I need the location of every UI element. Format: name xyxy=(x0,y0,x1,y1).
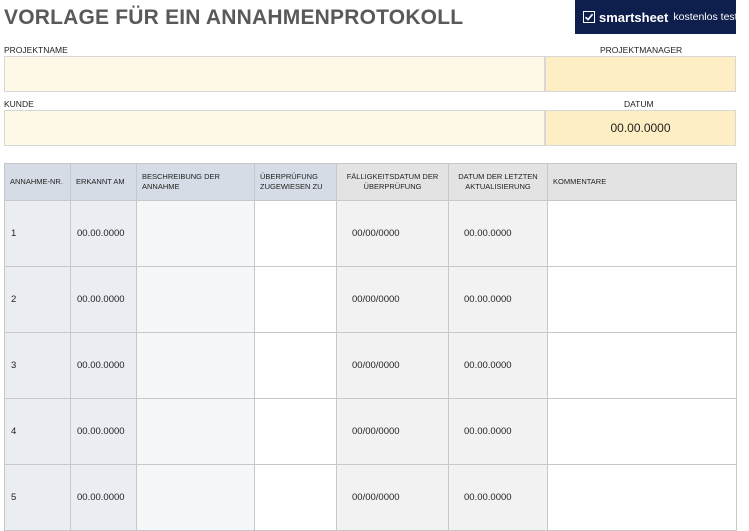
project-manager-label: PROJEKTMANAGER xyxy=(600,45,683,55)
date-label: DATUM xyxy=(624,99,654,109)
customer-label: KUNDE xyxy=(4,99,34,109)
date-field[interactable] xyxy=(545,110,736,146)
cell-updated[interactable]: 00.00.0000 xyxy=(449,333,548,399)
cell-assigned[interactable] xyxy=(255,267,337,333)
customer-field[interactable] xyxy=(4,110,545,146)
cell-description[interactable] xyxy=(137,267,255,333)
cell-nr[interactable]: 2 xyxy=(5,267,71,333)
project-name-field[interactable] xyxy=(4,56,545,92)
cell-assigned[interactable] xyxy=(255,399,337,465)
smartsheet-trial-banner[interactable] xyxy=(575,0,749,34)
cell-assigned[interactable] xyxy=(255,201,337,267)
cell-assigned[interactable] xyxy=(255,465,337,531)
cell-due[interactable]: 00/00/0000 xyxy=(337,267,449,333)
cell-identified[interactable]: 00.00.0000 xyxy=(71,201,137,267)
table-row xyxy=(5,333,737,399)
cell-nr[interactable]: 4 xyxy=(5,399,71,465)
cell-due[interactable]: 00/00/0000 xyxy=(337,201,449,267)
project-name-label: PROJEKTNAME xyxy=(4,45,68,55)
cell-comments[interactable] xyxy=(548,333,737,399)
date-value: 00.00.0000 xyxy=(610,121,671,135)
cell-comments[interactable] xyxy=(548,465,737,531)
brand-name: smartsheet xyxy=(599,9,669,25)
header-identified-on: ERKANNT AM xyxy=(71,164,137,201)
header-due-date: FÄLLIGKEITSDATUM DER ÜBERPRÜFUNG xyxy=(337,164,449,201)
header-assigned-to: ÜBERPRÜFUNG ZUGEWIESEN ZU xyxy=(255,164,337,201)
table-row xyxy=(5,267,737,333)
cell-updated[interactable]: 00.00.0000 xyxy=(449,267,548,333)
cell-updated[interactable]: 00.00.0000 xyxy=(449,201,548,267)
cell-updated[interactable]: 00.00.0000 xyxy=(449,465,548,531)
table-row xyxy=(5,465,737,531)
table-row xyxy=(5,201,737,267)
header-assumption-nr: ANNAHME-NR. xyxy=(5,164,71,201)
cell-identified[interactable]: 00.00.0000 xyxy=(71,465,137,531)
cell-identified[interactable]: 00.00.0000 xyxy=(71,267,137,333)
cell-description[interactable] xyxy=(137,333,255,399)
cell-due[interactable]: 00/00/0000 xyxy=(337,399,449,465)
header-comments: KOMMENTARE xyxy=(548,164,737,201)
cell-nr[interactable]: 1 xyxy=(5,201,71,267)
cell-assigned[interactable] xyxy=(255,333,337,399)
trial-link[interactable]: kostenlos testen xyxy=(673,11,749,23)
cell-due[interactable]: 00/00/0000 xyxy=(337,465,449,531)
table-row xyxy=(5,399,737,465)
cell-description[interactable] xyxy=(137,399,255,465)
cell-identified[interactable]: 00.00.0000 xyxy=(71,333,137,399)
cell-comments[interactable] xyxy=(548,201,737,267)
cell-due[interactable]: 00/00/0000 xyxy=(337,333,449,399)
cell-identified[interactable]: 00.00.0000 xyxy=(71,399,137,465)
assumption-log-table xyxy=(4,163,737,531)
check-icon xyxy=(583,11,595,23)
cell-description[interactable] xyxy=(137,201,255,267)
project-manager-field[interactable] xyxy=(545,56,736,92)
header-last-updated: DATUM DER LETZTEN AKTUALISIERUNG xyxy=(449,164,548,201)
cell-nr[interactable]: 3 xyxy=(5,333,71,399)
page-title: VORLAGE FÜR EIN ANNAHMENPROTOKOLL xyxy=(4,6,464,29)
header-description: BESCHREIBUNG DER ANNAHME xyxy=(137,164,255,201)
cell-comments[interactable] xyxy=(548,267,737,333)
cell-comments[interactable] xyxy=(548,399,737,465)
cell-nr[interactable]: 5 xyxy=(5,465,71,531)
cell-description[interactable] xyxy=(137,465,255,531)
cell-updated[interactable]: 00.00.0000 xyxy=(449,399,548,465)
